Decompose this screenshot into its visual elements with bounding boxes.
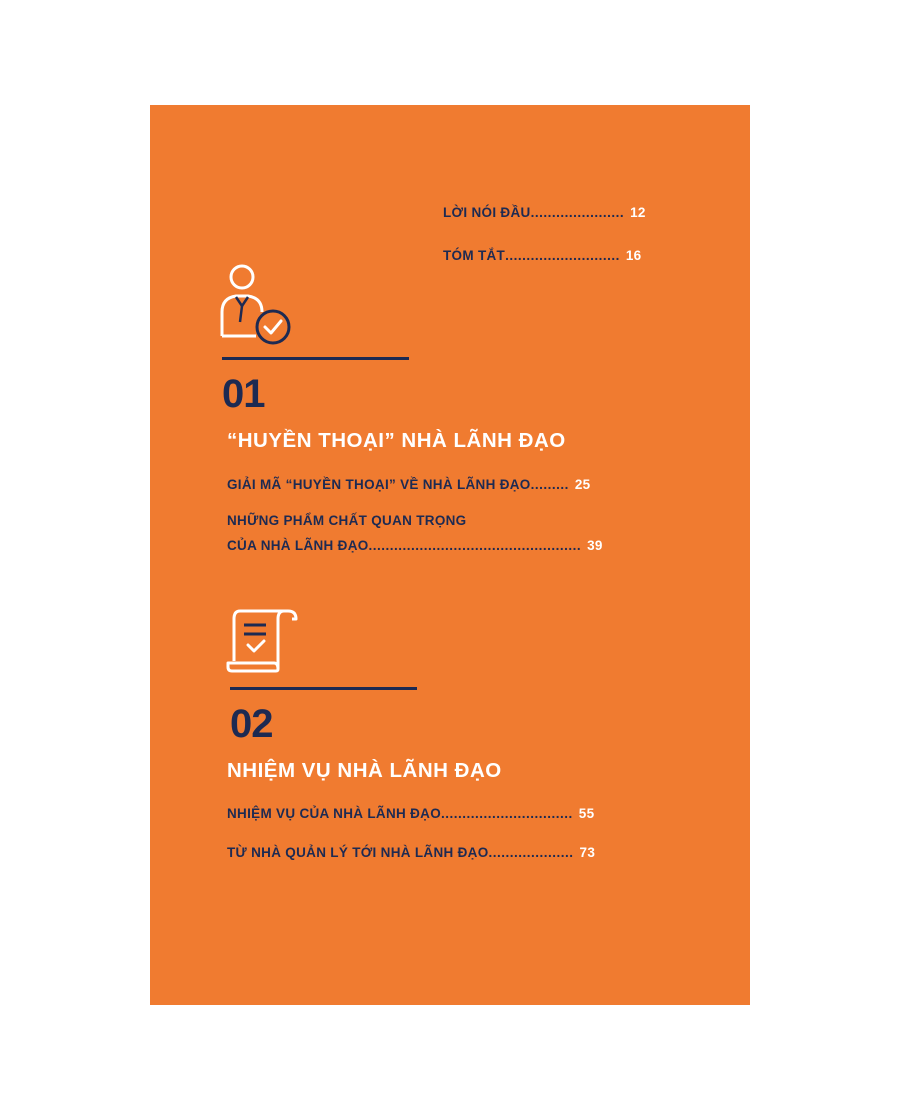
section-divider <box>230 687 417 690</box>
toc-entry-title: NHIỆM VỤ CỦA NHÀ LÃNH ĐẠO <box>227 806 441 821</box>
toc-entry-nhiem-vu[interactable] <box>227 806 594 821</box>
toc-page-number: 55 <box>578 806 595 821</box>
toc-page-number: 12 <box>630 205 646 220</box>
toc-entry-title: TỪ NHÀ QUẢN LÝ TỚI NHÀ LÃNH ĐẠO <box>227 845 489 860</box>
toc-entry-title-line1: NHỮNG PHẨM CHẤT QUAN TRỌNG <box>227 513 467 528</box>
leader-check-icon <box>218 260 298 350</box>
toc-entry-pham-chat[interactable] <box>227 538 603 553</box>
part-number: 01 <box>222 372 265 416</box>
toc-entry-title: CỦA NHÀ LÃNH ĐẠO <box>227 538 369 553</box>
toc-leader: ............................... <box>441 806 573 821</box>
toc-page-number: 25 <box>574 477 591 492</box>
part-title: NHIỆM VỤ NHÀ LÃNH ĐẠO <box>227 759 502 782</box>
toc-entry-loi-noi-dau[interactable] <box>443 205 646 220</box>
part-title: “HUYỀN THOẠI” NHÀ LÃNH ĐẠO <box>227 429 566 452</box>
toc-page-number: 73 <box>579 845 596 860</box>
toc-entry-tom-tat[interactable] <box>443 248 642 263</box>
toc-entry-title: LỜI NÓI ĐẦU <box>443 205 531 220</box>
part-number: 02 <box>230 702 273 746</box>
section-divider <box>222 357 409 360</box>
toc-leader: .................................................. <box>368 538 582 553</box>
toc-leader: .................... <box>488 845 574 860</box>
toc-page-number: 16 <box>625 248 642 263</box>
toc-entry-title: TÓM TẮT <box>443 248 506 263</box>
toc-entry-quan-ly[interactable] <box>227 845 595 860</box>
toc-page <box>150 105 750 1005</box>
toc-entry-title: GIẢI MÃ “HUYỀN THOẠI” VỀ NHÀ LÃNH ĐẠO <box>227 477 531 492</box>
toc-leader: ......... <box>530 477 569 492</box>
toc-page-number: 39 <box>587 538 603 553</box>
document-check-icon <box>226 605 298 677</box>
toc-leader: ...................... <box>530 205 625 220</box>
toc-entry-giai-ma[interactable] <box>227 477 591 492</box>
toc-leader: ........................... <box>505 248 620 263</box>
